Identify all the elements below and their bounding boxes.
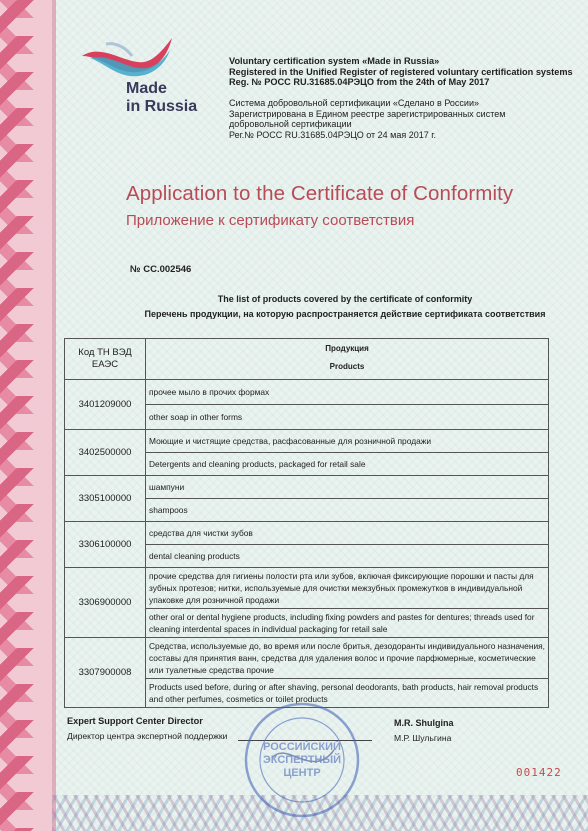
- official-stamp-icon: [242, 700, 362, 820]
- table-cell-description-ru: средства для чистки зубов: [146, 522, 549, 545]
- table-row: [65, 638, 549, 679]
- header-russian: [229, 98, 529, 140]
- signatory-name-english: M.R. Shulgina: [394, 718, 454, 728]
- signatory-name-russian: М.Р. Шульгина: [394, 733, 452, 743]
- table-row: [65, 476, 549, 499]
- header-en-line: Reg. № POCC RU.31685.04РЭЦО from the 24th of May 2017: [229, 77, 490, 87]
- table-cell-code: 3305100000: [65, 476, 146, 522]
- column-header-products: [146, 339, 549, 380]
- table-row: [65, 522, 549, 545]
- certificate-number: № CC.002546: [130, 264, 192, 275]
- logo-text: [126, 80, 197, 116]
- table-cell-code: 3306100000: [65, 522, 146, 568]
- table-cell-description-ru: шампуни: [146, 476, 549, 499]
- products-table: [64, 338, 549, 708]
- table-row: [65, 430, 549, 453]
- table-cell-description-en: other oral or dental hygiene products, including fixing powders and pastes for dentures; threads used for cleaning interdental spaces in individual packaging for retail sale: [146, 609, 549, 638]
- table-cell-description-en: other soap in other forms: [146, 405, 549, 430]
- table-cell-code: 3307900008: [65, 638, 146, 708]
- table-row: [65, 380, 549, 405]
- logo-text-line2: in Russia: [126, 98, 198, 115]
- signatory-title-english: Expert Support Center Director: [67, 716, 203, 726]
- header-en-line: Registered in the Unified Register of registered voluntary certification systems: [229, 66, 573, 77]
- list-heading-english: The list of products covered by the certificate of conformity: [217, 294, 473, 304]
- header-ru-line: Система добровольной сертификации «Сделано в России»: [229, 98, 479, 108]
- header-ru-line: Зарегистрирована в Едином реестре зарегистрированных систем: [229, 108, 506, 119]
- signatory-title-russian: Директор центра экспертной поддержки: [67, 731, 228, 741]
- column-header-code-line2: ЕАЭС: [91, 359, 119, 370]
- column-header-products-ru: Продукция: [325, 344, 369, 353]
- column-header-code-line1: Код ТН ВЭД: [78, 347, 132, 358]
- table-cell-description-ru: Средства, используемые до, во время или после бритья, дезодоранты индивидуального назначения, составы для принятия ванн, средства для удаления волос и прочие парфюмерные, косметические или туалетные средства прочие: [146, 638, 549, 679]
- table-cell-description-ru: Моющие и чистящие средства, расфасованные для розничной продажи: [146, 430, 549, 453]
- table-cell-description-ru: прочие средства для гигиены полости рта или зубов, включая фиксирующие порошки и пасты для зубных протезов; нитки, используемые для очистки межзубных промежутков в индивидуальной упаковке для розничной продажи: [146, 568, 549, 609]
- serial-number: 001422: [516, 766, 562, 779]
- header-ru-line: Рег.№ РОСС RU.31685.04РЭЦО от 24 мая 2017 г.: [229, 129, 436, 140]
- header-english: [229, 56, 573, 88]
- page-title-russian: Приложение к сертификату соответствия: [126, 212, 415, 229]
- table-cell-description-en: shampoos: [146, 499, 549, 522]
- left-decorative-border: [0, 0, 52, 831]
- table-cell-description-en: dental cleaning products: [146, 545, 549, 568]
- stamp-line2: ЭКСПЕРТНЫЙ: [262, 754, 342, 766]
- stamp-line3: ЦЕНТР: [283, 767, 321, 779]
- page-title-english: Application to the Certificate of Conformity: [126, 182, 514, 205]
- list-heading-russian: Перечень продукции, на которую распространяется действие сертификата соответствия: [144, 309, 546, 319]
- table-row: [65, 568, 549, 609]
- table-cell-code: 3306900000: [65, 568, 146, 638]
- stamp-line1: РОССИЙСКИЙ: [263, 741, 341, 753]
- header-en-line: Voluntary certification system «Made in Russia»: [229, 56, 440, 66]
- table-cell-code: 3401209000: [65, 380, 146, 430]
- table-cell-code: 3402500000: [65, 430, 146, 476]
- column-header-products-en: Products: [329, 362, 365, 371]
- column-header-code: [65, 339, 146, 380]
- table-cell-description-ru: прочее мыло в прочих формах: [146, 380, 549, 405]
- header-ru-line: добровольной сертификации: [229, 119, 352, 129]
- table-header-row: [65, 339, 549, 380]
- table-cell-description-en: Products used before, during or after shaving, personal deodorants, bath products, hair removal products and other perfumes, cosmetics or toilet products: [146, 679, 549, 708]
- table-cell-description-en: Detergents and cleaning products, packaged for retail sale: [146, 453, 549, 476]
- logo-text-line1: Made: [126, 80, 167, 97]
